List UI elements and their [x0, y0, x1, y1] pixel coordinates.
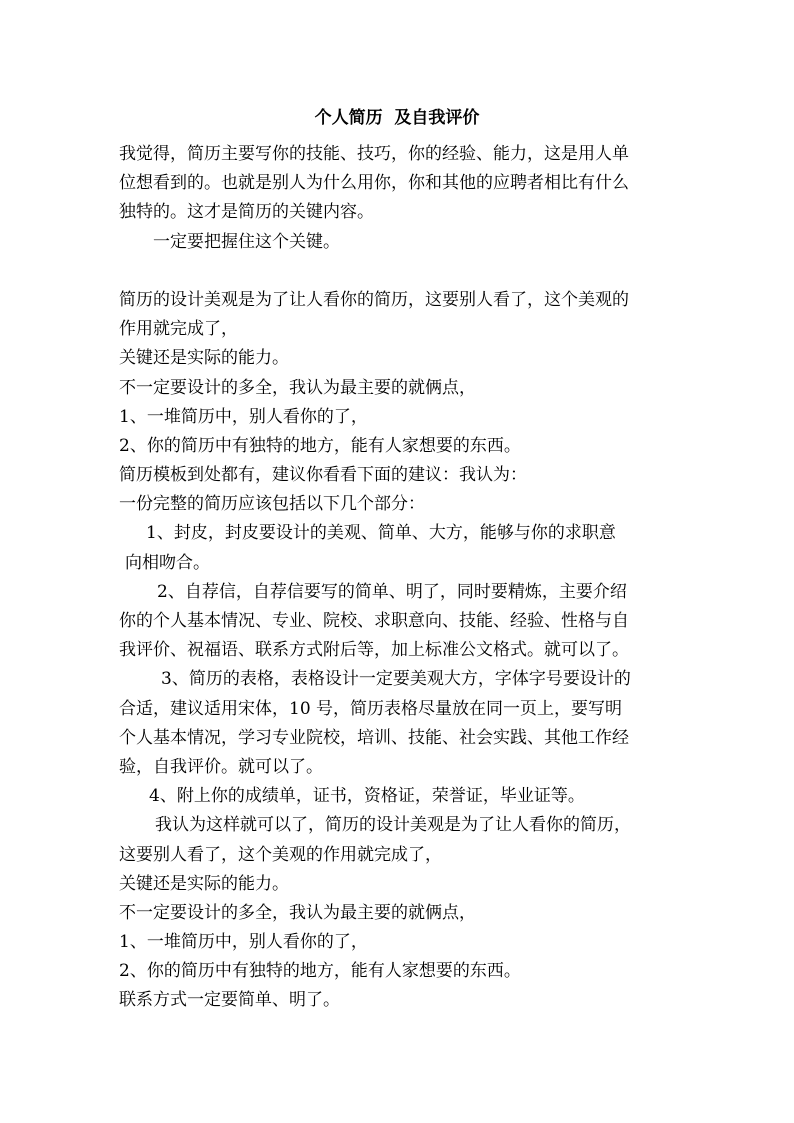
paragraph-line: 验，自我评价。就可以了。 [119, 756, 323, 777]
paragraph-line: 我觉得，简历主要写你的技能、技巧，你的经验、能力，这是用人单 [119, 144, 629, 164]
list-item: 4、附上你的成绩单，证书，资格证，荣誉证，毕业证等。 [149, 786, 585, 807]
paragraph-line: 关键还是实际的能力。 [119, 873, 289, 894]
document-title: 个人简历 及自我评价 [314, 108, 480, 128]
paragraph-line: 作用就完成了， [119, 319, 238, 340]
paragraph-line: 个人基本情况，学习专业院校，培训、技能、社会实践、其他工作经 [119, 727, 629, 748]
list-item: 3、简历的表格，表格设计一定要美观大方，字体字号要设计的 [161, 669, 631, 690]
paragraph-line: 向相吻合。 [125, 552, 210, 573]
document-body [119, 140, 679, 1016]
list-item: 2、自荐信，自荐信要写的简单、明了，同时要精炼，主要介绍 [157, 581, 627, 602]
blank-line [119, 257, 679, 286]
paragraph-line: 合适，建议适用宋体，10 号，简历表格尽量放在同一页上，要写明 [119, 698, 623, 719]
paragraph-line: 不一定要设计的多全，我认为最主要的就俩点， [119, 902, 476, 923]
paragraph-line: 简历的设计美观是为了让人看你的简历，这要别人看了，这个美观的 [119, 289, 629, 310]
paragraph-line: 不一定要设计的多全，我认为最主要的就俩点， [119, 377, 476, 398]
paragraph-line: 位想看到的。也就是别人为什么用你，你和其他的应聘者相比有什么 [119, 173, 629, 194]
list-item: 2、你的简历中有独特的地方，能有人家想要的东西。 [119, 961, 521, 982]
paragraph-line: 一定要把握住这个关键。 [153, 231, 340, 252]
paragraph-line: 我评价、祝福语、联系方式附后等，加上标准公文格式。就可以了。 [119, 640, 629, 661]
paragraph-line: 联系方式一定要简单、明了。 [119, 990, 340, 1011]
list-item: 1、一堆简历中，别人看你的了， [119, 406, 368, 427]
paragraph-line: 一份完整的简历应该包括以下几个部分： [119, 494, 425, 515]
list-item: 1、封皮，封皮要设计的美观、简单、大方，能够与你的求职意 [146, 523, 616, 544]
paragraph-line: 我认为这样就可以了，简历的设计美观是为了让人看你的简历， [155, 815, 631, 836]
paragraph-line: 你的个人基本情况、专业、院校、求职意向、技能、经验、性格与自 [119, 611, 629, 631]
paragraph-line: 关键还是实际的能力。 [119, 348, 289, 369]
list-item: 2、你的简历中有独特的地方，能有人家想要的东西。 [119, 435, 521, 456]
paragraph-line: 这要别人看了，这个美观的作用就完成了， [119, 844, 442, 865]
paragraph-line: 独特的。这才是简历的关键内容。 [119, 202, 374, 223]
list-item: 1、一堆简历中，别人看你的了， [119, 932, 368, 953]
paragraph-line: 简历模板到处都有，建议你看看下面的建议：我认为： [119, 465, 527, 486]
